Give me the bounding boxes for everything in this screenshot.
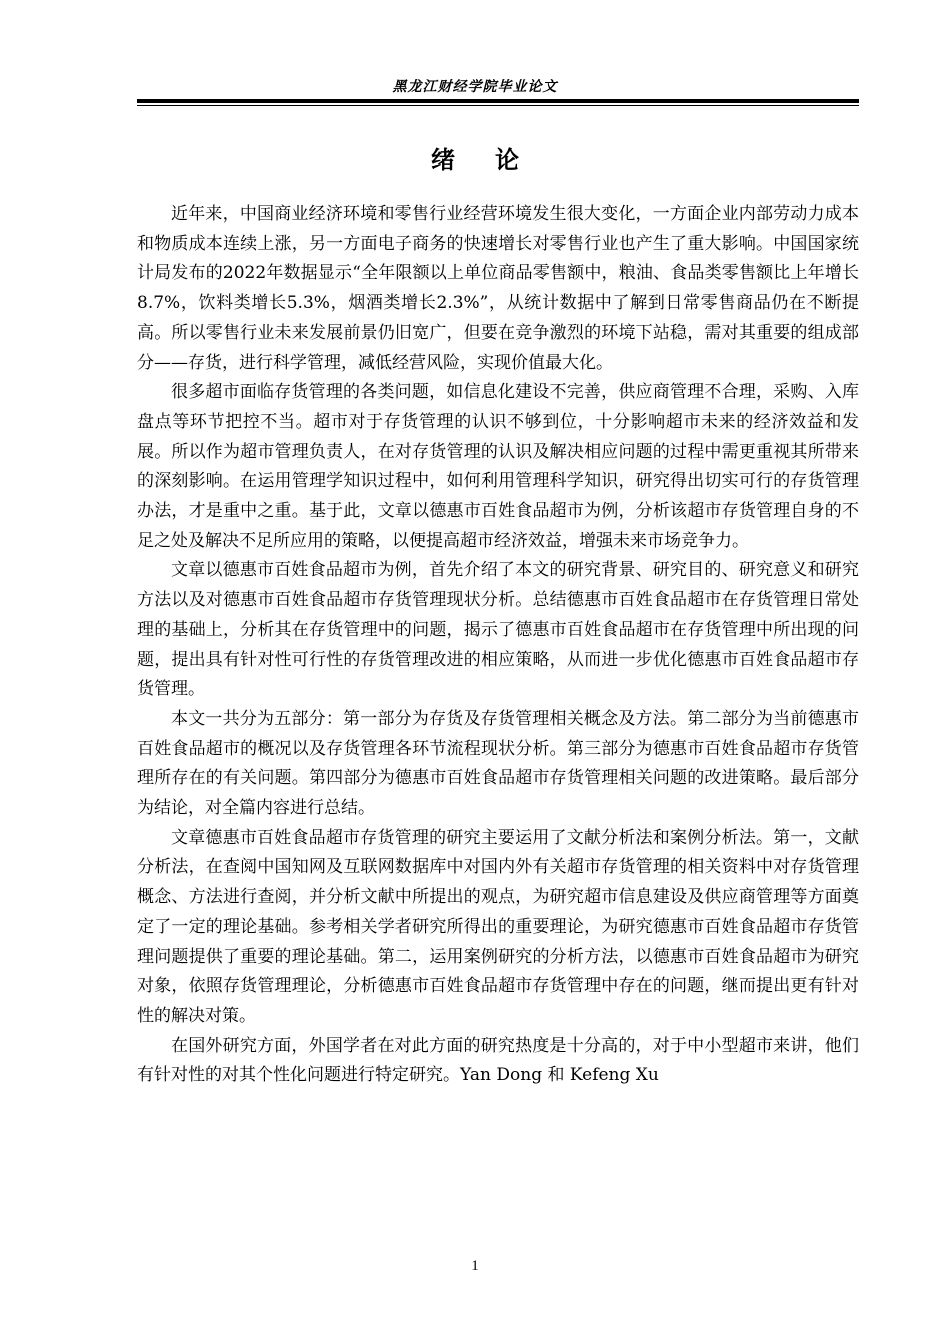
page-number: 1 (471, 1258, 479, 1274)
paragraph: 本文一共分为五部分：第一部分为存货及存货管理相关概念及方法。第二部分为当前德惠市百姓食品超市的概况以及存货管理各环节流程现状分析。第三部分为德惠市百姓食品超市存货管理所存在的有关问题。第四部分为德惠市百姓食品超市存货管理相关问题的改进策略。最后部分为结论，对全篇内容进行总结。 (137, 708, 859, 819)
body-text (137, 200, 859, 1091)
chapter-title: 绪论 (431, 146, 559, 174)
paragraph: 文章德惠市百姓食品超市存货管理的研究主要运用了文献分析法和案例分析法。第一，文献分析法，在查阅中国知网及互联网数据库中对国内外有关超市存货管理的相关资料中对存货管理概念、方法进行查阅，并分析文献中所提出的观点，为研究超市信息建设及供应商管理等方面奠定了一定的理论基础。参考相关学者研究所得出的重要理论，为研究德惠市百姓食品超市存货管理问题提供了重要的理论基础。第二，运用案例研究的分析方法，以德惠市百姓食品超市为研究对象，依照存货管理理论，分析德惠市百姓食品超市存货管理中存在的问题，继而提出更有针对性的解决对策。 (137, 827, 859, 1026)
header-rule-thin (137, 105, 859, 106)
paragraph: 文章以德惠市百姓食品超市为例，首先介绍了本文的研究背景、研究目的、研究意义和研究方法以及对德惠市百姓食品超市存货管理现状分析。总结德惠市百姓食品超市在存货管理日常处理的基础上，分析其在存货管理中的问题，揭示了德惠市百姓食品超市在存货管理中所出现的问题，提出具有针对性可行性的存货管理改进的相应策略，从而进一步优化德惠市百姓食品超市存货管理。 (137, 560, 859, 700)
running-header: 黑龙江财经学院毕业论文 (392, 79, 558, 95)
paragraph: 很多超市面临存货管理的各类问题，如信息化建设不完善，供应商管理不合理，采购、入库盘点等环节把控不当。超市对于存货管理的认识不够到位，十分影响超市未来的经济效益和发展。所以作为超市管理负责人，在对存货管理的认识及解决相应问题的过程中需更重视其所带来的深刻影响。在运用管理学知识过程中，如何利用管理科学知识，研究得出切实可行的存货管理办法，才是重中之重。基于此，文章以德惠市百姓食品超市为例，分析该超市存货管理自身的不足之处及解决不足所应用的策略，以便提高超市经济效益，增强未来市场竞争力。 (137, 382, 859, 551)
paragraph: 在国外研究方面，外国学者在对此方面的研究热度是十分高的，对于中小型超市来讲，他们有针对性的对其个性化问题进行特定研究。Yan Dong 和 Kefeng Xu (137, 1035, 859, 1086)
paragraph: 近年来，中国商业经济环境和零售行业经营环境发生很大变化，一方面企业内部劳动力成本和物质成本连续上涨，另一方面电子商务的快速增长对零售行业也产生了重大影响。中国国家统计局发布的2022年数据显示“全年限额以上单位商品零售额中，粮油、食品类零售额比上年增长8.7%，饮料类增长5.3%，烟酒类增长2.3%”，从统计数据中了解到日常零售商品仍在不断提高。所以零售行业未来发展前景仍旧宽广，但要在竞争激烈的环境下站稳，需对其重要的组成部分——存货，进行科学管理，减低经营风险，实现价值最大化。 (137, 204, 859, 373)
header-rule-thick (137, 99, 859, 103)
